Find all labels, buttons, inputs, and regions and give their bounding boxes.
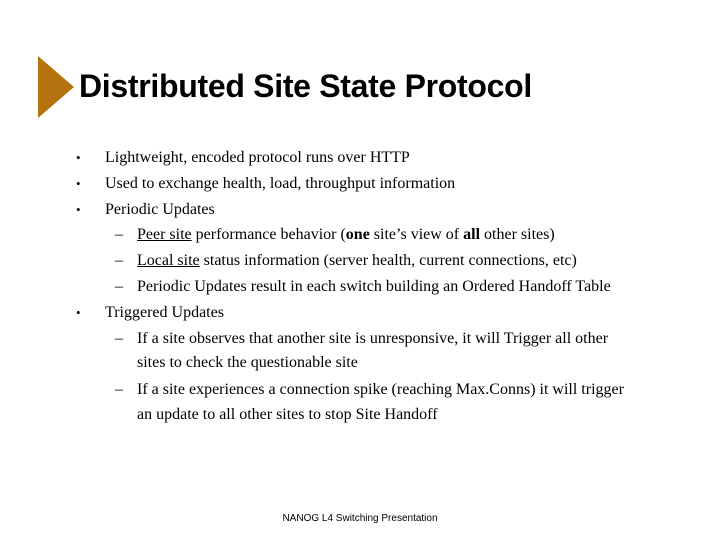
bullet-item [0, 171, 720, 197]
bullet-item [0, 197, 720, 223]
bullet-text: Lightweight, encoded protocol runs over HTTP [105, 149, 410, 166]
bullet-text: Periodic Updates [105, 200, 215, 218]
dash-marker: – [115, 226, 123, 244]
sub-bullet-text: other sites) [480, 226, 555, 244]
dash-marker: – [115, 381, 123, 399]
bullet-marker: • [76, 150, 81, 165]
sub-bullet-text: If a site experiences a connection spike (reaching Max.Conns) it will trigger [137, 381, 624, 399]
sub-bullet-item [0, 274, 720, 300]
sub-bullet-item [0, 222, 720, 248]
bullet-marker: • [76, 304, 81, 320]
bullet-item [0, 145, 720, 171]
dash-marker: – [115, 329, 123, 347]
sub-bullet-continuation: an update to all other sites to stop Site Handoff [137, 406, 438, 424]
slide-title: Distributed Site State Protocol [79, 68, 532, 104]
dash-marker: – [115, 277, 123, 295]
sub-bullet-continuation: sites to check the questionable site [137, 354, 358, 372]
bullet-text: Used to exchange health, load, throughput information [105, 174, 456, 192]
peer-site-link[interactable]: Peer site [137, 226, 192, 244]
sub-bullet-item [0, 248, 720, 274]
slide-footer: NANOG L4 Switching Presentation [282, 513, 438, 524]
sub-bullet-text: performance behavior ( [191, 226, 346, 244]
local-site-link[interactable]: Local site [137, 252, 200, 270]
sub-bullet-item [0, 326, 720, 352]
bullet-marker: • [76, 201, 81, 217]
sub-bullet-item [0, 377, 720, 403]
bold-text: one [345, 226, 370, 244]
dash-marker: – [115, 252, 123, 270]
bullet-marker: • [76, 175, 81, 191]
sub-bullet-text: site’s view of [369, 226, 464, 244]
bullet-text: Triggered Updates [105, 303, 224, 321]
sub-bullet-text: status information (server health, current connections, etc) [199, 252, 577, 270]
bold-text: all [463, 226, 481, 244]
sub-bullet-text: If a site observes that another site is unresponsive, it will Trigger all other [137, 329, 609, 347]
sub-bullet-text: Periodic Updates result in each switch building an Ordered Handoff Table [137, 277, 611, 295]
title-arrow-icon [38, 56, 74, 118]
bullet-item [0, 300, 720, 326]
bullet-list [0, 145, 720, 426]
